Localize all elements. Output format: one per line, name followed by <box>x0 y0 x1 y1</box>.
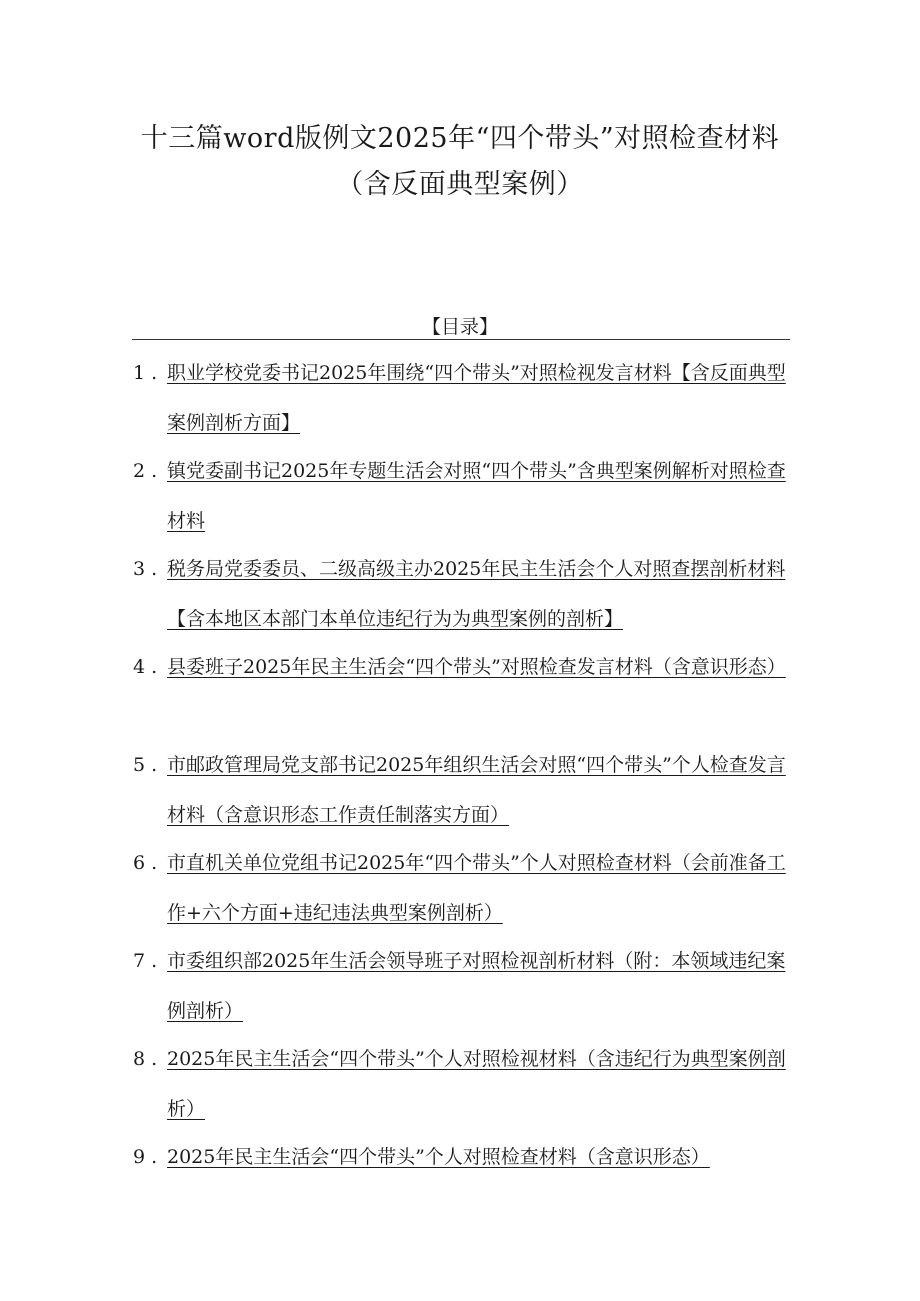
toc-item-number: 7 . <box>133 950 158 972</box>
toc-item-8[interactable] <box>0 1043 920 1141</box>
toc-item-number: 9 . <box>133 1146 158 1168</box>
toc-item-link[interactable]: 县委班子2025年民主生活会“四个带头”对照检查发言材料（含意识形态） <box>167 656 786 678</box>
toc-item-link[interactable]: 市邮政管理局党支部书记2025年组织生活会对照“四个带头”个人检查发言材料（含意识形态工作责任制落实方面） <box>167 754 786 826</box>
toc-item-link[interactable]: 镇党委副书记2025年专题生活会对照“四个带头”含典型案例解析对照检查材料 <box>167 460 786 532</box>
toc-item-number: 1 . <box>133 362 158 384</box>
toc-item-link[interactable]: 市委组织部2025年生活会领导班子对照检视剖析材料（附：本领域违纪案例剖析） <box>167 950 786 1022</box>
toc-item-link[interactable]: 2025年民主生活会“四个带头”个人对照检视材料（含违纪行为典型案例剖析） <box>167 1048 786 1120</box>
toc-item-number: 4 . <box>133 656 158 678</box>
toc-item-9[interactable] <box>0 1141 920 1239</box>
toc-item-link[interactable]: 市直机关单位党组书记2025年“四个带头”个人对照检查材料（会前准备工作+六个方面+违纪违法典型案例剖析） <box>167 852 786 924</box>
toc-item-number: 8 . <box>133 1048 158 1070</box>
document-title-line1: 十三篇word版例文2025年“四个带头”对照检查材料 <box>140 123 780 154</box>
toc-item-number: 2 . <box>133 460 158 482</box>
toc-item-link[interactable]: 2025年民主生活会“四个带头”个人对照检查材料（含意识形态） <box>167 1146 710 1168</box>
toc-item-1[interactable] <box>0 357 920 455</box>
toc-item-link[interactable]: 税务局党委委员、二级高级主办2025年民主生活会个人对照查摆剖析材料【含本地区本部门本单位违纪行为为典型案例的剖析】 <box>167 558 786 630</box>
toc-item-4[interactable] <box>0 651 920 749</box>
toc-item-number: 6 . <box>133 852 158 874</box>
toc-item-number: 3 . <box>133 558 158 580</box>
toc-item-6[interactable] <box>0 847 920 945</box>
toc-list <box>0 357 920 1239</box>
document-title-line2: （含反面典型案例） <box>336 169 584 200</box>
toc-divider <box>132 339 790 340</box>
toc-item-7[interactable] <box>0 945 920 1043</box>
toc-item-number: 5 . <box>133 754 158 776</box>
toc-item-3[interactable] <box>0 553 920 651</box>
toc-item-link[interactable]: 职业学校党委书记2025年围绕“四个带头”对照检视发言材料【含反面典型案例剖析方面】 <box>167 362 786 434</box>
toc-item-2[interactable] <box>0 455 920 553</box>
toc-item-5[interactable] <box>0 749 920 847</box>
toc-heading: 【目录】 <box>421 316 498 338</box>
